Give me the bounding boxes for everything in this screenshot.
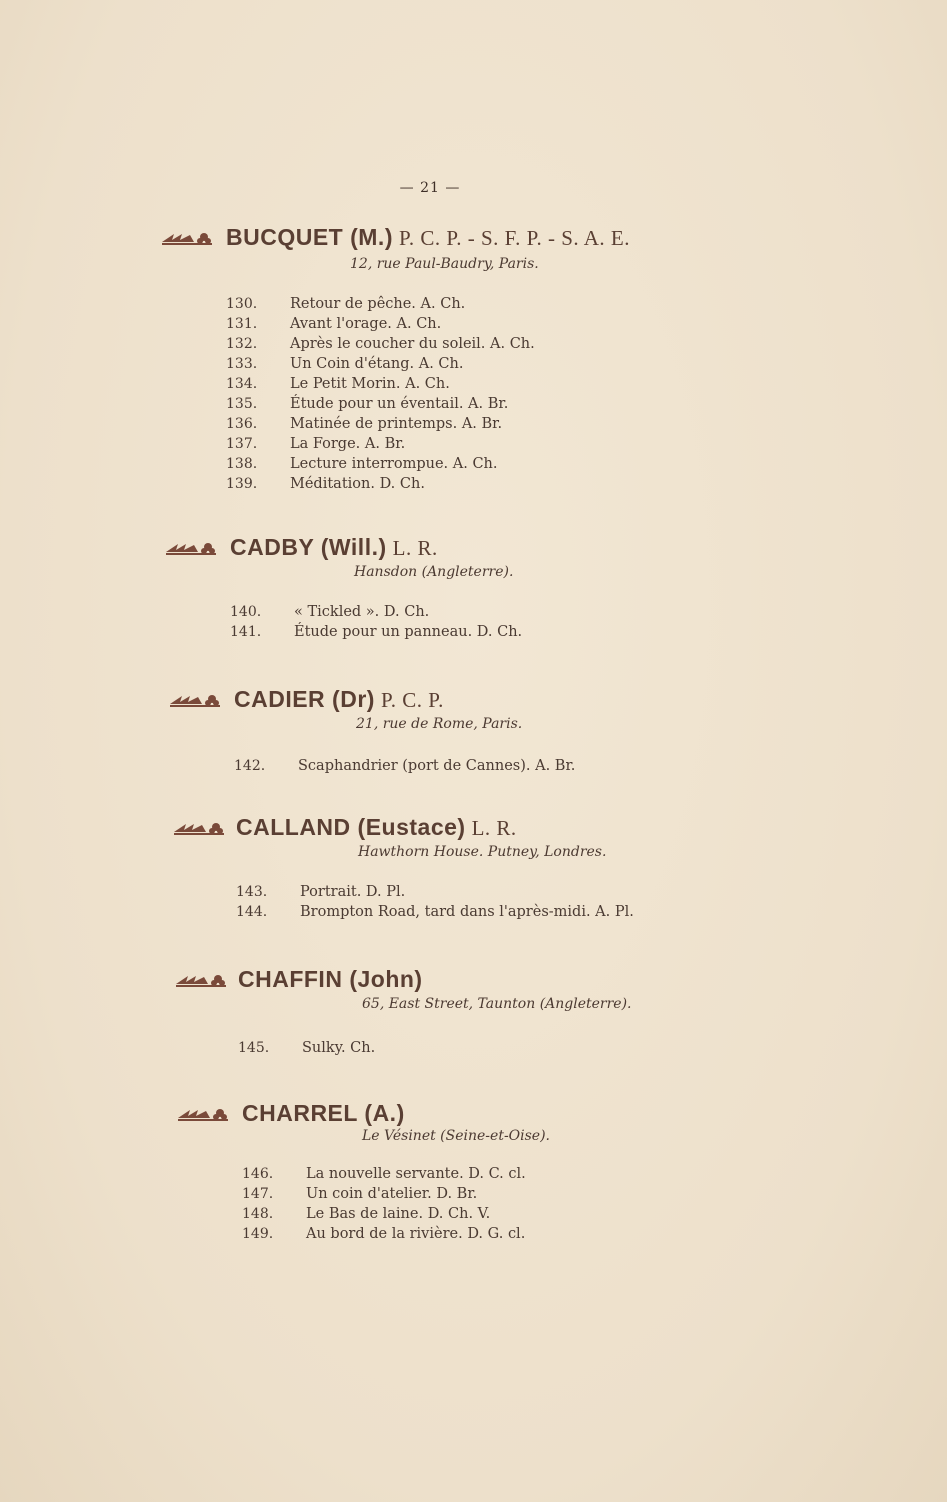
work-title: Sulky. Ch. xyxy=(302,1040,376,1056)
artist-heading xyxy=(0,966,947,996)
work-title: Au bord de la rivière. D. G. cl. xyxy=(306,1226,526,1242)
work-item xyxy=(226,476,535,496)
work-item xyxy=(242,1166,526,1186)
work-number: 132. xyxy=(226,336,258,352)
artist-entry xyxy=(0,814,947,920)
hand-ornament-icon xyxy=(168,690,220,710)
work-number: 137. xyxy=(226,436,258,452)
work-number: 146. xyxy=(242,1166,274,1182)
work-item xyxy=(234,758,575,778)
work-item xyxy=(230,604,522,624)
work-item xyxy=(236,884,634,904)
works-list xyxy=(234,758,575,778)
work-number: 140. xyxy=(230,604,262,620)
work-title: Scaphandrier (port de Cannes). A. Br. xyxy=(298,758,576,774)
artist-qualifications: P. C. P. xyxy=(380,688,444,712)
artist-name: CADIER (Dr) xyxy=(234,686,375,712)
work-item xyxy=(226,456,535,476)
work-title: Avant l'orage. A. Ch. xyxy=(290,316,442,332)
work-item xyxy=(230,624,522,644)
work-item xyxy=(226,336,535,356)
page-number: — 21 — xyxy=(399,180,461,196)
artist-qualifications: L. R. xyxy=(471,816,517,840)
artist-address: Hawthorn House. Putney, Londres. xyxy=(358,844,607,860)
work-title: Étude pour un éventail. A. Br. xyxy=(290,396,509,412)
artist-heading xyxy=(0,224,947,254)
hand-ornament-icon xyxy=(176,1104,228,1124)
work-item xyxy=(226,376,535,396)
work-number: 135. xyxy=(226,396,258,412)
work-title: Un Coin d'étang. A. Ch. xyxy=(290,356,464,372)
artist-address: Hansdon (Angleterre). xyxy=(354,564,514,580)
work-item xyxy=(238,1040,375,1060)
work-title: Après le coucher du soleil. A. Ch. xyxy=(290,336,535,352)
work-number: 138. xyxy=(226,456,258,472)
work-number: 131. xyxy=(226,316,258,332)
work-item xyxy=(226,396,535,416)
work-item xyxy=(236,904,634,924)
hand-ornament-icon xyxy=(160,228,212,248)
work-number: 149. xyxy=(242,1226,274,1242)
artist-entry xyxy=(0,686,947,774)
artist-heading xyxy=(0,814,947,844)
hand-ornament-icon xyxy=(174,970,226,990)
work-item xyxy=(242,1206,526,1226)
work-item xyxy=(226,316,535,336)
work-title: Lecture interrompue. A. Ch. xyxy=(290,456,498,472)
work-number: 133. xyxy=(226,356,258,372)
work-title: Le Petit Morin. A. Ch. xyxy=(290,376,450,392)
works-list xyxy=(226,296,535,496)
work-title: Retour de pêche. A. Ch. xyxy=(290,296,466,312)
artist-name: BUCQUET (M.) xyxy=(226,224,393,250)
artist-address: 65, East Street, Taunton (Angleterre). xyxy=(362,996,632,1012)
artist-address: Le Vésinet (Seine-et-Oise). xyxy=(362,1128,551,1144)
work-number: 141. xyxy=(230,624,262,640)
work-number: 136. xyxy=(226,416,258,432)
works-list xyxy=(230,604,522,644)
works-list xyxy=(242,1166,526,1246)
artist-entry xyxy=(0,534,947,640)
work-title: La nouvelle servante. D. C. cl. xyxy=(306,1166,526,1182)
work-title: Méditation. D. Ch. xyxy=(290,476,425,492)
work-number: 130. xyxy=(226,296,258,312)
work-number: 145. xyxy=(238,1040,270,1056)
artist-heading xyxy=(0,534,947,564)
work-item xyxy=(226,416,535,436)
hand-ornament-icon xyxy=(172,818,224,838)
work-title: « Tickled ». D. Ch. xyxy=(294,604,430,620)
artist-entry xyxy=(0,966,947,1056)
work-item xyxy=(242,1186,526,1206)
artist-name: CADBY (Will.) xyxy=(230,534,387,560)
work-number: 134. xyxy=(226,376,258,392)
artist-heading xyxy=(0,686,947,716)
work-number: 142. xyxy=(234,758,266,774)
work-title: Un coin d'atelier. D. Br. xyxy=(306,1186,478,1202)
works-list xyxy=(236,884,634,924)
work-number: 143. xyxy=(236,884,268,900)
work-title: Étude pour un panneau. D. Ch. xyxy=(294,624,523,640)
work-number: 148. xyxy=(242,1206,274,1222)
work-title: Matinée de printemps. A. Br. xyxy=(290,416,503,432)
artist-heading xyxy=(0,1100,947,1130)
artist-qualifications: L. R. xyxy=(392,536,438,560)
work-title: Le Bas de laine. D. Ch. V. xyxy=(306,1206,491,1222)
works-list xyxy=(238,1040,375,1060)
artist-qualifications: P. C. P. - S. F. P. - S. A. E. xyxy=(398,226,630,250)
artist-name: CHAFFIN (John) xyxy=(238,966,423,992)
work-title: Brompton Road, tard dans l'après-midi. A. Pl. xyxy=(300,904,634,920)
hand-ornament-icon xyxy=(164,538,216,558)
work-number: 144. xyxy=(236,904,268,920)
artist-address: 12, rue Paul-Baudry, Paris. xyxy=(350,256,539,272)
work-title: Portrait. D. Pl. xyxy=(300,884,406,900)
artist-name: CHARREL (A.) xyxy=(242,1100,405,1126)
work-number: 139. xyxy=(226,476,258,492)
work-title: La Forge. A. Br. xyxy=(290,436,406,452)
work-item xyxy=(242,1226,526,1246)
work-item xyxy=(226,296,535,316)
artist-entry xyxy=(0,1100,947,1242)
work-item xyxy=(226,436,535,456)
artist-entry xyxy=(0,224,947,492)
artist-address: 21, rue de Rome, Paris. xyxy=(356,716,523,732)
work-item xyxy=(226,356,535,376)
artist-name: CALLAND (Eustace) xyxy=(236,814,466,840)
work-number: 147. xyxy=(242,1186,274,1202)
